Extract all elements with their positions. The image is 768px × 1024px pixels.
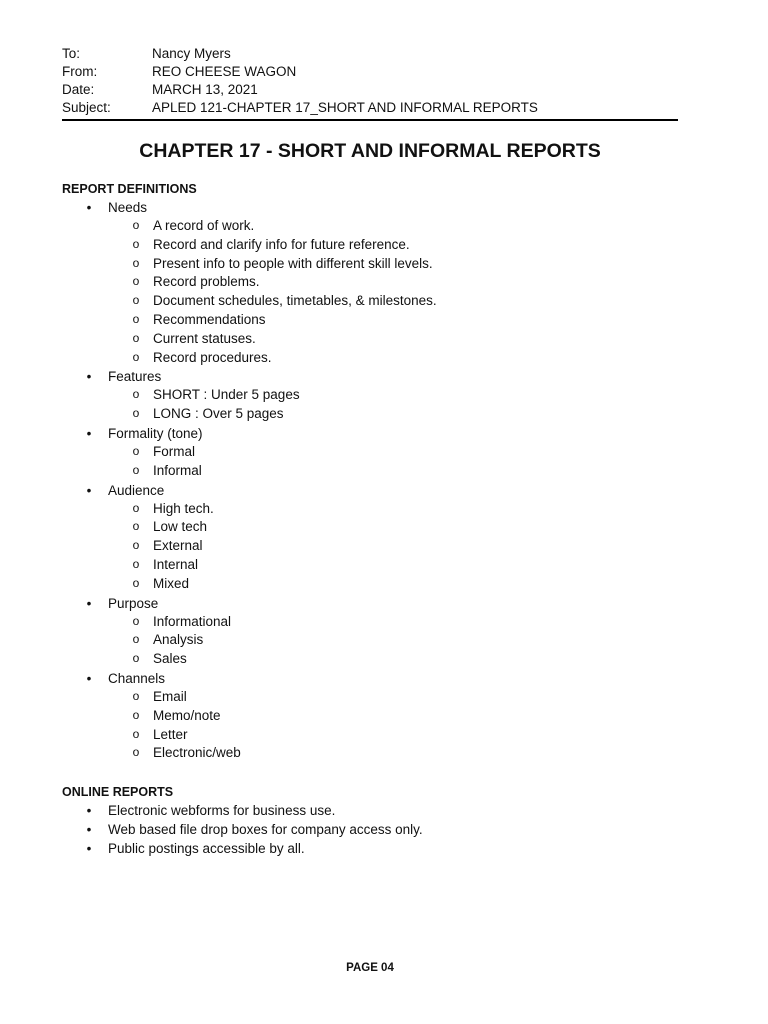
sub-list-item-label: Memo/note (153, 707, 221, 723)
sub-list-item (108, 744, 702, 763)
online-reports-heading: ONLINE REPORTS (62, 785, 174, 799)
sub-list-item (108, 726, 702, 745)
sub-bullet-icon: o (132, 443, 140, 458)
page-title: CHAPTER 17 - SHORT AND INFORMAL REPORTS (139, 140, 601, 162)
sub-bullet-icon: o (132, 688, 140, 703)
memo-row-subject (62, 99, 678, 117)
list-item (62, 669, 702, 763)
sub-list-item (108, 443, 702, 462)
subject-label: Subject: (62, 100, 111, 115)
list-item (62, 594, 702, 669)
list-item (62, 481, 702, 594)
sub-list-item (108, 292, 702, 311)
from-label: From: (62, 64, 98, 79)
sub-bullet-icon: o (132, 726, 140, 741)
sub-list (108, 688, 702, 763)
sub-list-item (108, 330, 702, 349)
sub-list-item (108, 236, 702, 255)
sub-list-item (108, 631, 702, 650)
sub-list (108, 386, 702, 424)
sub-bullet-icon: o (132, 707, 140, 722)
sub-list-item-label: Current statuses. (153, 330, 256, 346)
sub-list (108, 500, 702, 594)
sub-list-item-label: LONG : Over 5 pages (153, 406, 284, 422)
sub-bullet-icon: o (132, 218, 140, 232)
sub-list-item (108, 537, 702, 556)
sub-list-item-label: Analysis (153, 632, 204, 648)
subject-value: APLED 121-CHAPTER 17_SHORT AND INFORMAL REPORTS (152, 100, 538, 115)
sub-list-item (108, 349, 702, 368)
memo-header (62, 45, 678, 121)
to-label: To: (62, 46, 81, 61)
sub-list-item (108, 217, 702, 236)
to-value: Nancy Myers (152, 46, 231, 61)
report-definitions-heading: REPORT DEFINITIONS (62, 182, 197, 196)
list-item (62, 820, 702, 839)
sub-bullet-icon: o (132, 387, 140, 402)
list-item (62, 801, 702, 820)
bullet-icon: • (86, 369, 92, 385)
bullet-icon: • (86, 803, 92, 818)
sub-bullet-icon: o (132, 613, 140, 628)
sub-list-item (108, 613, 702, 632)
sub-list-item-label: Letter (153, 726, 188, 742)
sub-list-item (108, 707, 702, 726)
sub-list-item (108, 255, 702, 274)
bullet-icon: • (86, 670, 92, 686)
list-item-label: Purpose (108, 595, 159, 611)
sub-list-item-label: High tech. (153, 500, 214, 516)
bullet-icon: • (86, 822, 92, 837)
list-item-label: Electronic webforms for business use. (108, 803, 336, 818)
sub-list-item-label: Record procedures. (153, 349, 272, 365)
sub-list-item-label: Recommendations (153, 311, 266, 327)
list-item (62, 424, 702, 481)
list-item-label: Needs (108, 200, 148, 215)
report-definitions-section (62, 180, 702, 763)
bullet-icon: • (86, 841, 92, 856)
sub-list-item-label: Present info to people with different skill levels. (153, 255, 433, 271)
sub-bullet-icon: o (132, 519, 140, 534)
memo-row-from (62, 63, 678, 81)
sub-bullet-icon: o (132, 500, 140, 515)
sub-list (108, 613, 702, 669)
sub-list-item-label: Internal (153, 556, 199, 572)
sub-bullet-icon: o (132, 745, 140, 760)
date-label: Date: (62, 82, 95, 97)
from-value: REO CHEESE WAGON (152, 64, 297, 79)
sub-list-item (108, 556, 702, 575)
sub-list-item-label: Low tech (153, 519, 208, 535)
page-number: PAGE 04 (346, 962, 394, 974)
sub-bullet-icon: o (132, 538, 140, 553)
bullet-icon: • (86, 595, 92, 611)
sub-list-item (108, 575, 702, 594)
sub-bullet-icon: o (132, 311, 140, 326)
sub-bullet-icon: o (132, 632, 140, 647)
sub-bullet-icon: o (132, 236, 140, 251)
sub-list (108, 217, 702, 367)
memo-row-date (62, 81, 678, 99)
sub-list-item (108, 311, 702, 330)
list-item-label: Public postings accessible by all. (108, 841, 305, 856)
sub-list-item-label: SHORT : Under 5 pages (153, 387, 300, 403)
sub-list (108, 443, 702, 481)
list-item (62, 367, 702, 424)
list-item-label: Web based file drop boxes for company access only. (108, 822, 423, 837)
list-item (62, 839, 702, 858)
sub-list-item-label: Mixed (153, 575, 190, 591)
sub-list-item (108, 518, 702, 537)
sub-list-item (108, 650, 702, 669)
sub-list-item (108, 688, 702, 707)
sub-list-item-label: Record problems. (153, 274, 260, 290)
online-reports-section (62, 783, 702, 858)
sub-list-item-label: External (153, 538, 203, 554)
bullet-icon: • (86, 425, 92, 441)
sub-bullet-icon: o (132, 406, 140, 421)
bullet-icon: • (86, 482, 92, 498)
sub-list-item-label: A record of work. (153, 218, 255, 233)
online-reports-list (62, 801, 702, 858)
sub-bullet-icon: o (132, 575, 140, 590)
bullet-icon: • (86, 200, 92, 215)
sub-list-item (108, 273, 702, 292)
sub-list-item-label: Sales (153, 651, 187, 667)
date-value: MARCH 13, 2021 (152, 82, 258, 97)
list-item-label: Audience (108, 482, 165, 498)
sub-list-item-label: Formal (153, 443, 196, 459)
sub-list-item-label: Informational (153, 613, 232, 629)
list-item-label: Channels (108, 670, 166, 686)
sub-list-item (108, 386, 702, 405)
sub-bullet-icon: o (132, 274, 140, 289)
list-item (62, 198, 702, 367)
sub-bullet-icon: o (132, 556, 140, 571)
list-item-label: Formality (tone) (108, 425, 203, 441)
sub-list-item-label: Informal (153, 462, 202, 478)
sub-list-item-label: Record and clarify info for future reference. (153, 236, 410, 252)
sub-bullet-icon: o (132, 349, 140, 364)
sub-bullet-icon: o (132, 293, 140, 308)
sub-list-item-label: Document schedules, timetables, & milestones. (153, 293, 437, 309)
sub-list-item-label: Electronic/web (153, 745, 241, 761)
sub-list-item (108, 462, 702, 481)
sub-list-item-label: Email (153, 688, 187, 704)
sub-list-item (108, 500, 702, 519)
memo-row-to (62, 45, 678, 63)
sub-list-item (108, 405, 702, 424)
report-definitions-list (62, 198, 702, 763)
sub-bullet-icon: o (132, 255, 140, 270)
list-item-label: Features (108, 369, 162, 385)
sub-bullet-icon: o (132, 651, 140, 666)
sub-bullet-icon: o (132, 330, 140, 345)
sub-bullet-icon: o (132, 462, 140, 477)
